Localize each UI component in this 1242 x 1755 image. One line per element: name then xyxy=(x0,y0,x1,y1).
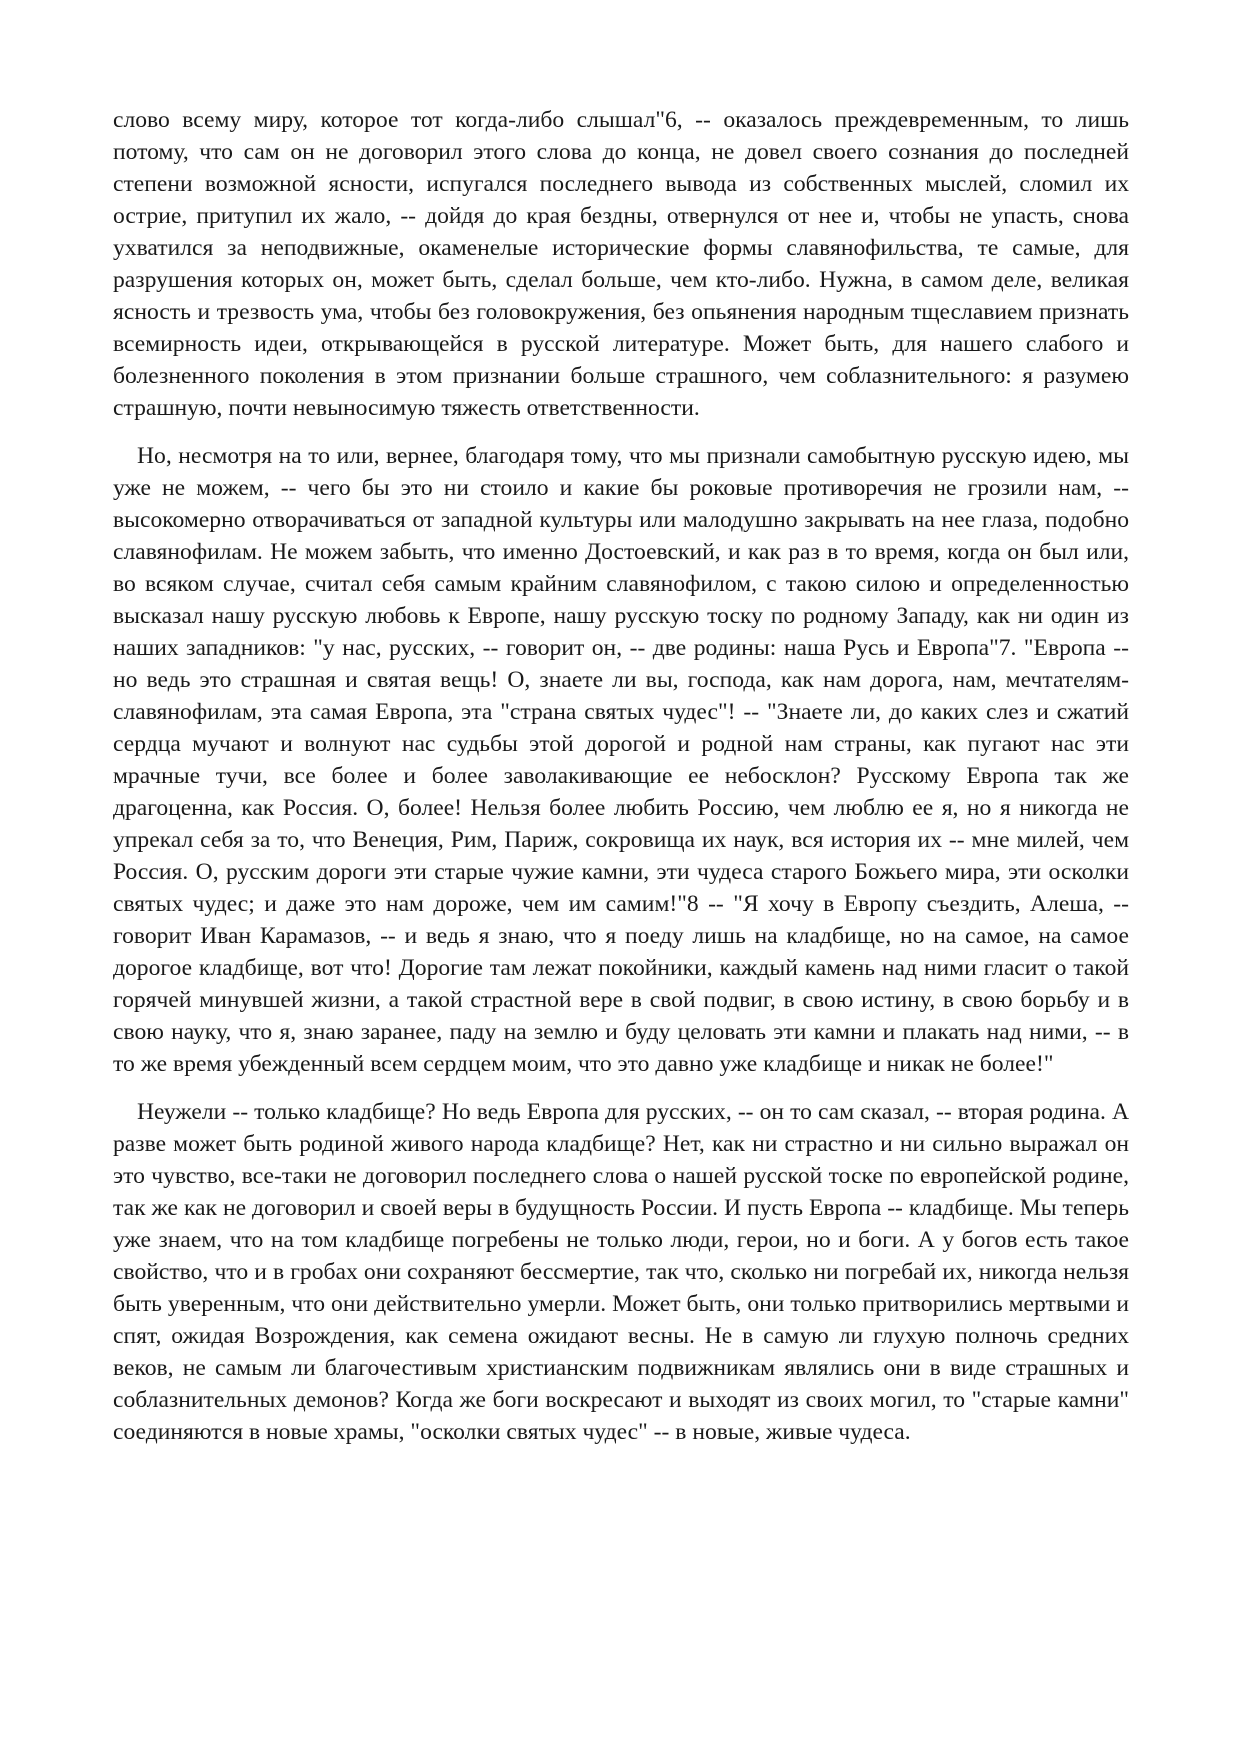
paragraph-1: слово всему миру, которое тот когда-либо слышал"6, -- оказалось преждевременным, то лишь потому, что сам он не договорил этого слова до конца, не довел своего сознания до последней степени возможной ясности, испугался последнего вывода из собственных мыслей, сломил их острие, притупил их жало, -- дойдя до края бездны, отвернулся от нее и, чтобы не упасть, снова ухватился за неподвижные, окаменелые исторические формы славянофильства, те самые, для разрушения которых он, может быть, сделал больше, чем кто-либо. Нужна, в самом деле, великая ясность и трезвость ума, чтобы без головокружения, без опьянения народным тщеславием признать всемирность идеи, открывающейся в русской литературе. Может быть, для нашего слабого и болезненного поколения в этом признании больше страшного, чем соблазнительного: я разумею страшную, почти невыносимую тяжесть ответственности. xyxy=(113,107,1129,421)
document-body xyxy=(113,104,1129,1448)
paragraph-3: Неужели -- только кладбище? Но ведь Европа для русских, -- он то сам сказал, -- вторая родина. А разве может быть родиной живого народа кладбище? Нет, как ни страстно и ни сильно выражал он это чувство, все-таки не договорил последнего слова о нашей русской тоске по европейской родине, так же как не договорил и своей веры в будущность России. И пусть Европа -- кладбище. Мы теперь уже знаем, что на том кладбище погребены не только люди, герои, но и боги. А у богов есть такое свойство, что и в гробах они сохраняют бессмертие, так что, сколько ни погребай их, никогда нельзя быть уверенным, что они действительно умерли. Может быть, они только притворились мертвыми и спят, ожидая Возрождения, как семена ожидают весны. Не в самую ли глухую полночь средних веков, не самым ли благочестивым христианским подвижникам являлись они в виде страшных и соблазнительных демонов? Когда же боги воскресают и выходят из своих могил, то "старые камни" соединяются в новые храмы, "осколки святых чудес" -- в новые, живые чудеса. xyxy=(113,1099,1129,1445)
paragraph-2: Но, несмотря на то или, вернее, благодаря тому, что мы признали самобытную русскую идею, мы уже не можем, -- чего бы это ни стоило и какие бы роковые противоречия не грозили нам, -- высокомерно отворачиваться от западной культуры или малодушно закрывать на нее глаза, подобно славянофилам. Не можем забыть, что именно Достоевский, и как раз в то время, когда он был или, во всяком случае, считал себя самым крайним славянофилом, с такою силою и определенностью высказал нашу русскую любовь к Европе, нашу русскую тоску по родному Западу, как ни один из наших западников: "у нас, русских, -- говорит он, -- две родины: наша Русь и Европа"7. "Европа -- но ведь это страшная и святая вещь! О, знаете ли вы, господа, как нам дорога, нам, мечтателям-славянофилам, эта самая Европа, эта "страна святых чудес"! -- "Знаете ли, до каких слез и сжатий сердца мучают и волнуют нас судьбы этой дорогой и родной нам страны, как пугают нас эти мрачные тучи, все более и более заволакивающие ее небосклон? Русскому Европа так же драгоценна, как Россия. О, более! Нельзя более любить Россию, чем люблю ее я, но я никогда не упрекал себя за то, что Венеция, Рим, Париж, сокровища их наук, вся история их -- мне милей, чем Россия. О, русским дороги эти старые чужие камни, эти чудеса старого Божьего мира, эти осколки святых чудес; и даже это нам дороже, чем им самим!"8 -- "Я хочу в Европу съездить, Алеша, -- говорит Иван Карамазов, -- и ведь я знаю, что я поеду лишь на кладбище, но на самое, на самое дорогое кладбище, вот что! Дорогие там лежат покойники, каждый камень над ними гласит о такой горячей минувшей жизни, а такой страстной вере в свой подвиг, в свою истину, в свою борьбу и в свою науку, что я, знаю заранее, паду на землю и буду целовать эти камни и плакать над ними, -- в то же время убежденный всем сердцем моим, что это давно уже кладбище и никак не более!" xyxy=(113,443,1129,1077)
